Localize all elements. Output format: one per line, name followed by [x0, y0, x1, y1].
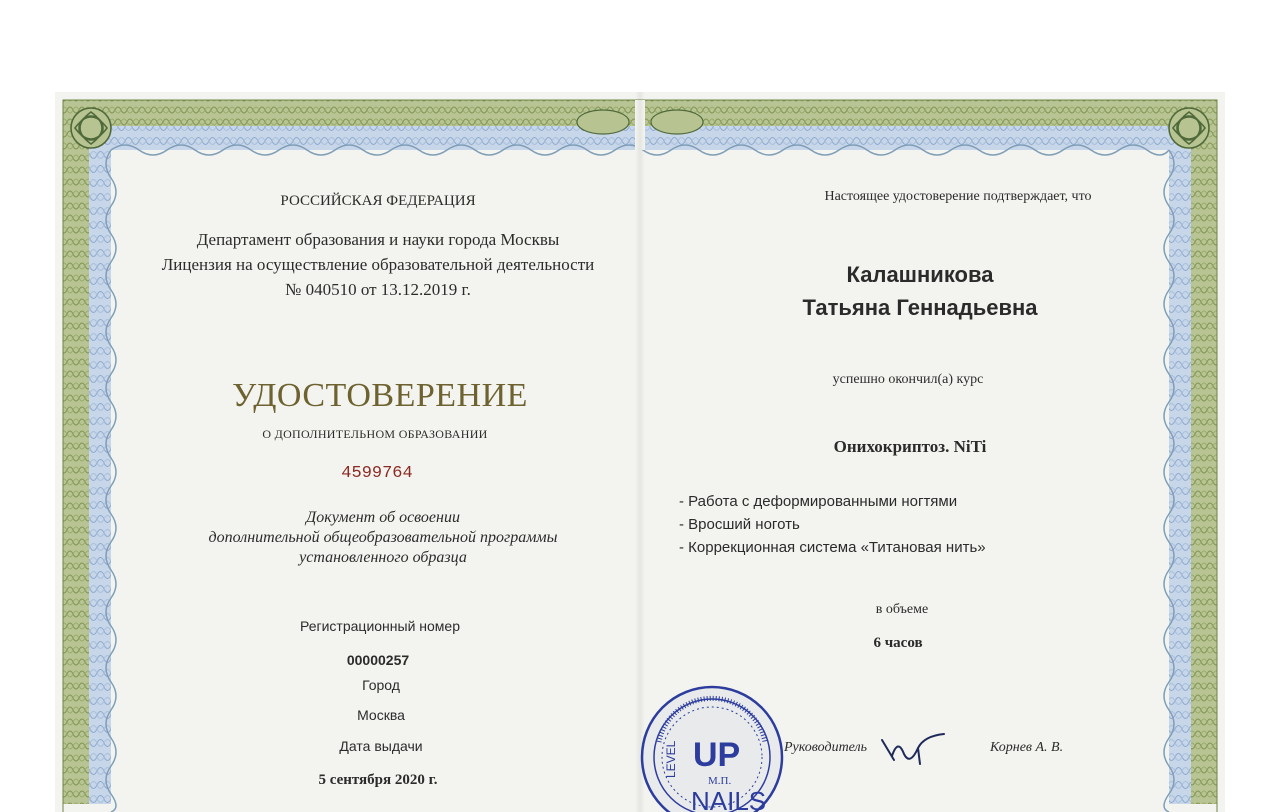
license-line: Лицензия на осуществление образовательной деятельности	[161, 255, 595, 274]
document-description-2: дополнительной общеобразовательной программы	[208, 529, 558, 546]
stamp-nails: NAILS	[691, 786, 767, 812]
city-value: Москва	[357, 707, 405, 723]
holder-surname: Калашникова	[846, 262, 994, 287]
head-name: Корнев А. В.	[990, 740, 1064, 755]
issue-date: 5 сентября 2020 г.	[318, 772, 438, 788]
license-number: № 040510 от 13.12.2019 г.	[285, 280, 471, 299]
confirm-text: Настоящее удостоверение подтверждает, что	[824, 189, 1092, 204]
volume-label: в объеме	[875, 602, 929, 617]
holder-name-patronymic: Татьяна Геннадьевна	[802, 295, 1038, 320]
completed-text: успешно окончил(а) курс	[832, 372, 984, 387]
right-page	[640, 92, 1225, 812]
certificate-spread	[55, 92, 1225, 812]
department-line: Департамент образования и науки города Москвы	[196, 230, 560, 249]
issue-date-label: Дата выдачи	[339, 738, 423, 754]
stamp-mp: М.П.	[708, 775, 732, 787]
course-item-3: - Коррекционная система «Титановая нить»	[679, 539, 986, 556]
stamp-up: UP	[693, 736, 741, 774]
document-subtitle: О ДОПОЛНИТЕЛЬНОМ ОБРАЗОВАНИИ	[262, 427, 488, 441]
city-label: Город	[362, 677, 400, 693]
document-description-3: установленного образца	[299, 549, 467, 566]
left-page	[55, 92, 640, 812]
course-title: Онихокриптоз. NiTi	[833, 437, 987, 456]
organization-stamp	[637, 682, 787, 812]
signature-scribble	[874, 720, 954, 770]
document-title: УДОСТОВЕРЕНИЕ	[232, 377, 528, 414]
registration-number: 00000257	[346, 652, 410, 668]
registration-label: Регистрационный номер	[300, 618, 460, 634]
hours-value: 6 часов	[873, 635, 923, 651]
course-item-1: - Работа с деформированными ногтями	[679, 493, 958, 510]
serial-number: 4599764	[341, 464, 413, 483]
country-heading: РОССИЙСКАЯ ФЕДЕРАЦИЯ	[280, 193, 476, 209]
document-description-1: Документ об освоении	[306, 509, 460, 526]
head-label: Руководитель	[784, 740, 868, 755]
stamp-level: LEVEL	[664, 740, 678, 778]
course-item-2: - Вросший ноготь	[679, 516, 800, 533]
